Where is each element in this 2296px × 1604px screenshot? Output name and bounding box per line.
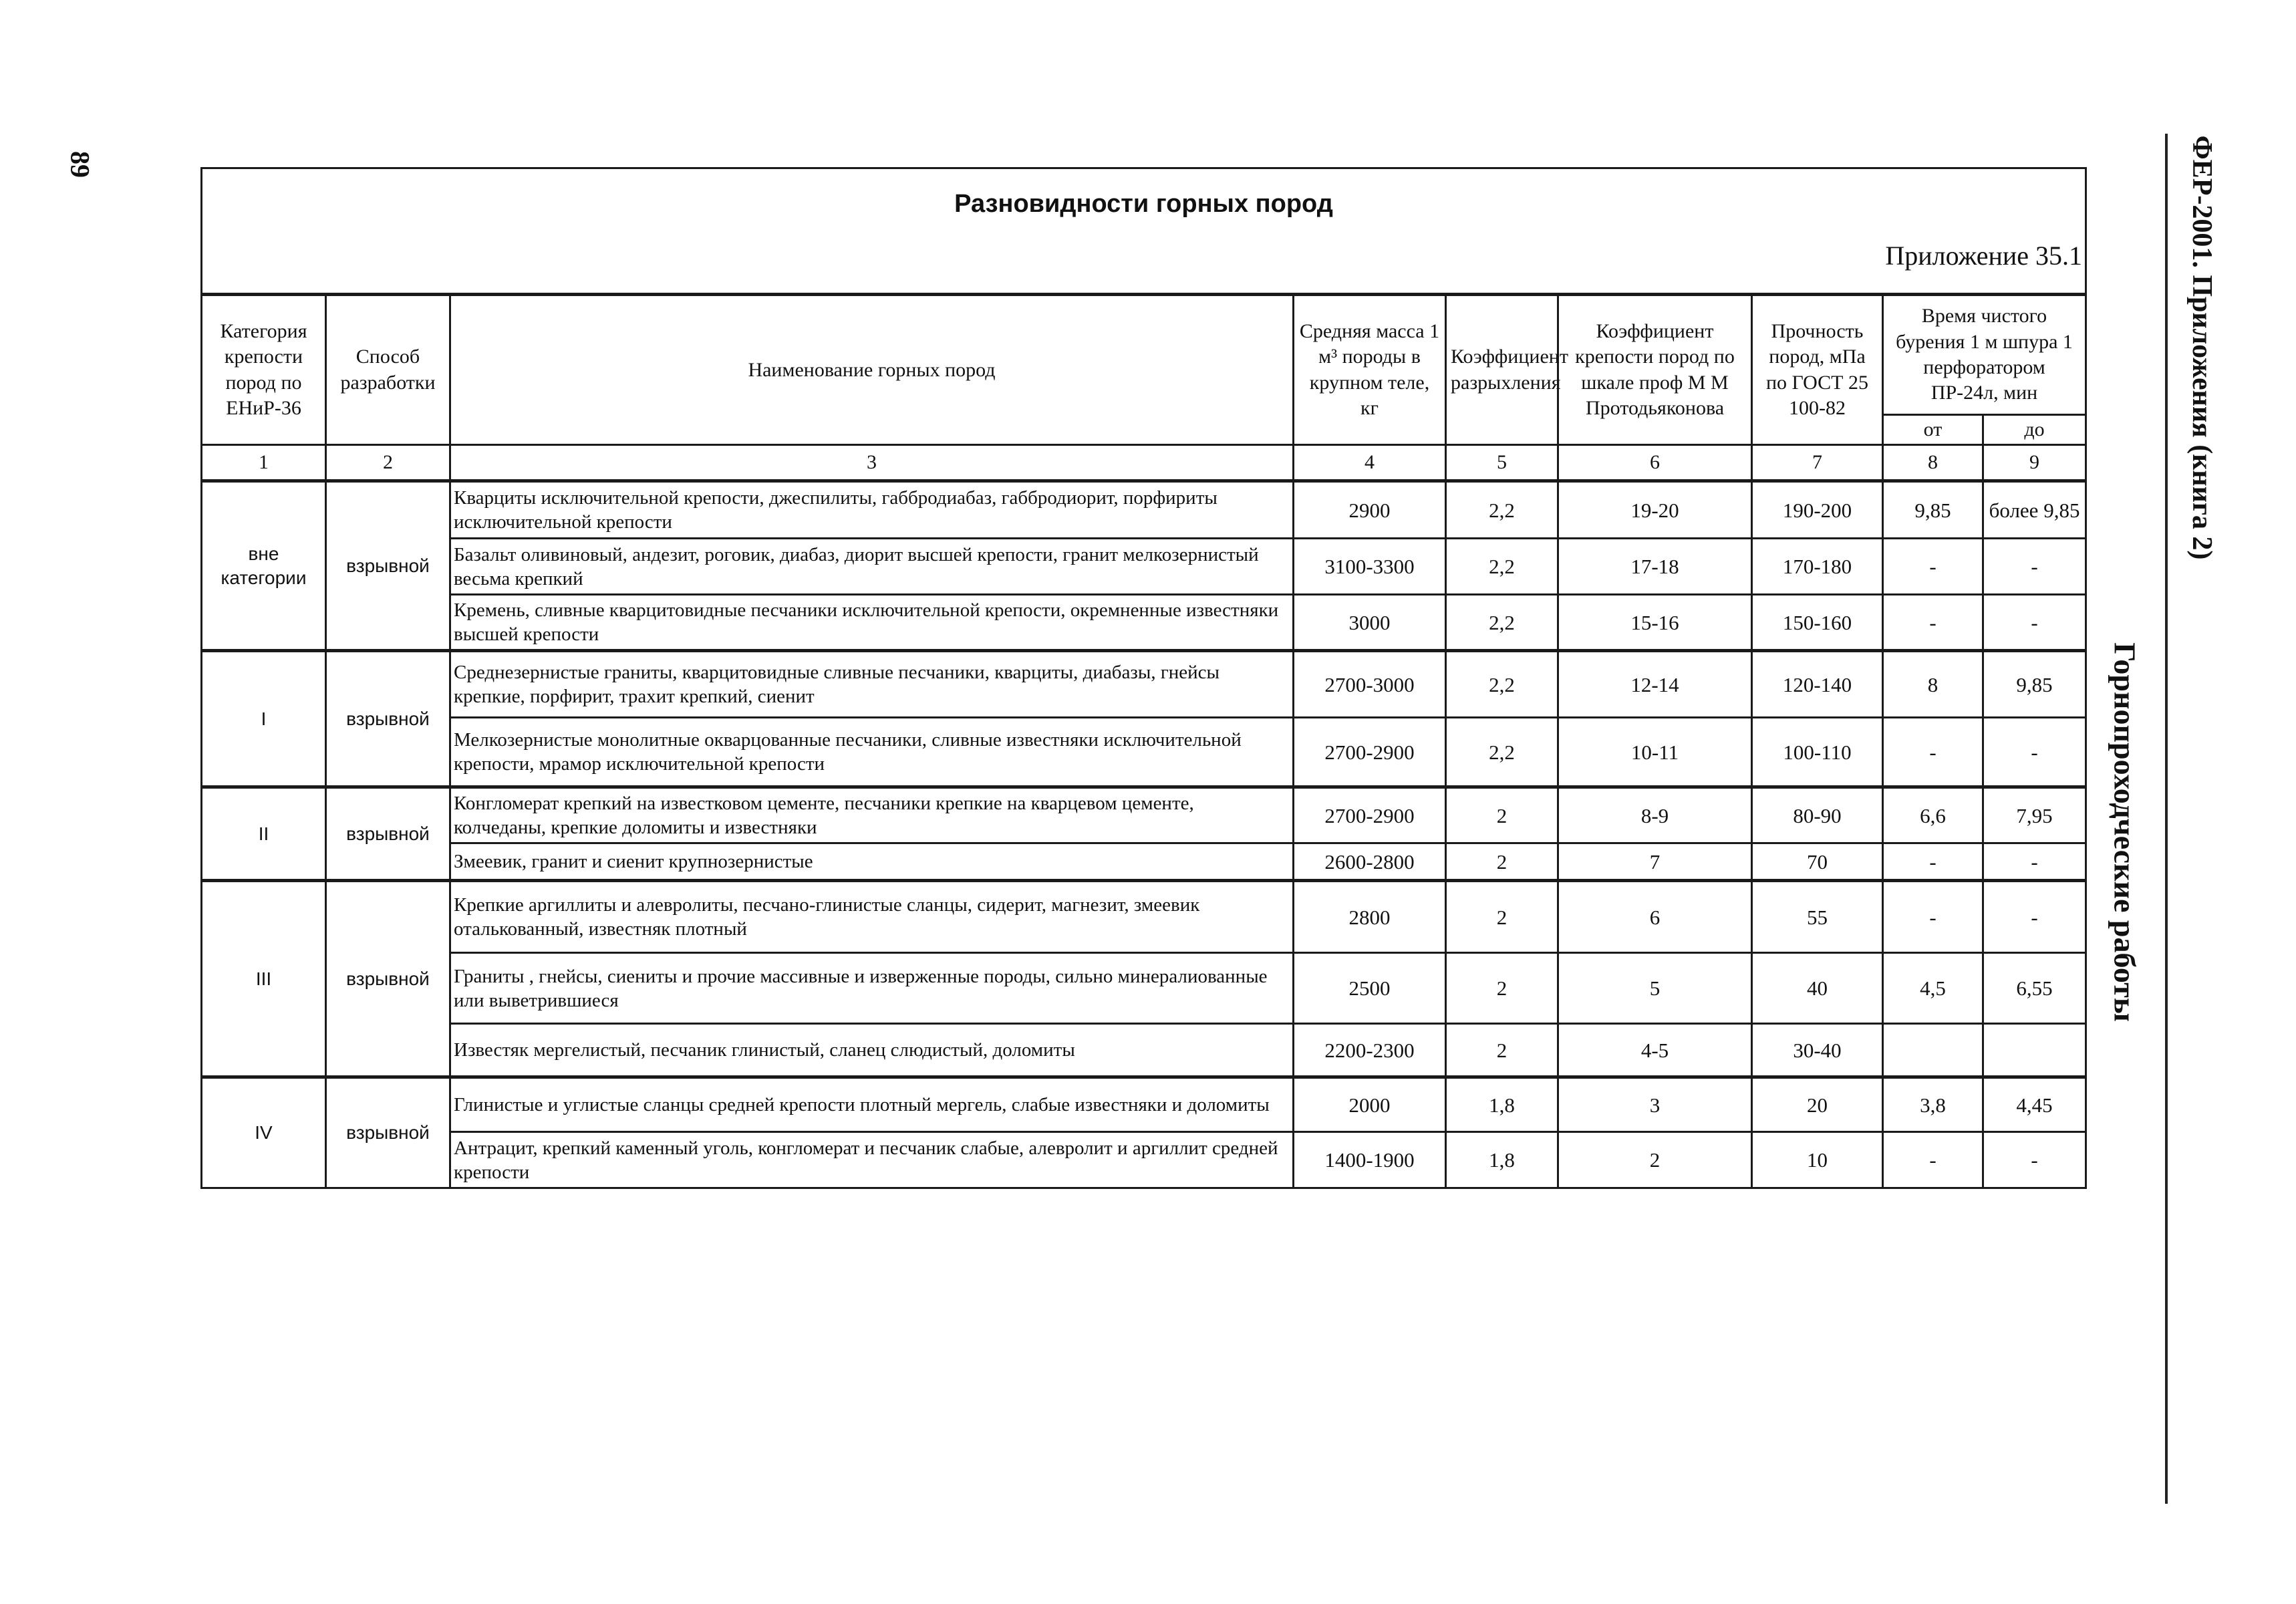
header-rule — [2165, 134, 2168, 1504]
table-row — [202, 718, 2086, 787]
strength-cell: 55 — [1752, 881, 1883, 953]
strength-cell: 190-200 — [1752, 481, 1883, 539]
time-to-cell: 9,85 — [1983, 651, 2086, 718]
column-number: 7 — [1752, 445, 1883, 481]
method-cell: взрывной — [326, 651, 450, 787]
rock-name-cell: Антрацит, крепкий каменный уголь, конгломерат и песчаник слабые, алевролит и аргиллит средней крепости — [450, 1132, 1294, 1188]
time-to-cell — [1983, 1024, 2086, 1077]
header-method: Способ разработки — [326, 295, 450, 445]
time-from-cell: - — [1883, 881, 1983, 953]
time-to-cell: - — [1983, 718, 2086, 787]
table-row — [202, 651, 2086, 718]
column-number: 8 — [1883, 445, 1983, 481]
column-number: 2 — [326, 445, 450, 481]
header-strength: Прочность пород, мПа по ГОСТ 25 100-82 — [1752, 295, 1883, 445]
method-cell: взрывной — [326, 481, 450, 651]
time-from-cell — [1883, 1024, 1983, 1077]
rock-name-cell: Базальт оливиновый, андезит, роговик, диабаз, диорит высшей крепости, гранит мелкозернистый весьма крепкий — [450, 539, 1294, 595]
table-row — [202, 881, 2086, 953]
method-cell: взрывной — [326, 1077, 450, 1188]
loosening-cell: 2,2 — [1446, 595, 1558, 651]
mass-cell: 3100-3300 — [1294, 539, 1446, 595]
category-cell: I — [202, 651, 326, 787]
loosening-cell: 2,2 — [1446, 651, 1558, 718]
hardness-cell: 12-14 — [1558, 651, 1752, 718]
time-from-cell: 8 — [1883, 651, 1983, 718]
strength-cell: 20 — [1752, 1077, 1883, 1132]
strength-cell: 70 — [1752, 843, 1883, 881]
strength-cell: 30-40 — [1752, 1024, 1883, 1077]
table-row — [202, 1024, 2086, 1077]
time-to-cell: более 9,85 — [1983, 481, 2086, 539]
time-from-cell: 6,6 — [1883, 787, 1983, 843]
strength-cell: 150-160 — [1752, 595, 1883, 651]
mass-cell: 2600-2800 — [1294, 843, 1446, 881]
strength-cell: 40 — [1752, 953, 1883, 1024]
mass-cell: 2900 — [1294, 481, 1446, 539]
hardness-cell: 2 — [1558, 1132, 1752, 1188]
category-cell: II — [202, 787, 326, 881]
time-to-cell: - — [1983, 1132, 2086, 1188]
column-number: 4 — [1294, 445, 1446, 481]
page-number: 89 — [65, 151, 96, 178]
hardness-cell: 6 — [1558, 881, 1752, 953]
rock-name-cell: Глинистые и углистые сланцы средней крепости плотный мергель, слабые известняки и доломиты — [450, 1077, 1294, 1132]
loosening-cell: 2 — [1446, 787, 1558, 843]
hardness-cell: 5 — [1558, 953, 1752, 1024]
rock-name-cell: Кремень, сливные кварцитовидные песчаники исключительной крепости, окремненные известняки высшей крепости — [450, 595, 1294, 651]
time-from-cell: 9,85 — [1883, 481, 1983, 539]
rock-name-cell: Крепкие аргиллиты и алевролиты, песчано-глинистые сланцы, сидерит, магнезит, змеевик оталькованный, известняк плотный — [450, 881, 1294, 953]
column-number: 3 — [450, 445, 1294, 481]
table-title-cell — [202, 168, 2086, 295]
loosening-cell: 2 — [1446, 1024, 1558, 1077]
table-row — [202, 539, 2086, 595]
table-row — [202, 953, 2086, 1024]
column-number-row — [202, 445, 2086, 481]
time-from-cell: - — [1883, 843, 1983, 881]
header-loosening: Коэффициент разрыхления — [1446, 295, 1558, 445]
category-cell: III — [202, 881, 326, 1077]
header-drilling-time: Время чистого бурения 1 м шпура 1 перфоратором ПР-24л, мин — [1883, 295, 2086, 415]
loosening-cell: 2,2 — [1446, 718, 1558, 787]
loosening-cell: 2 — [1446, 843, 1558, 881]
mass-cell: 1400-1900 — [1294, 1132, 1446, 1188]
running-head: ФЕР-2001. Приложения (книга 2) — [2186, 135, 2217, 560]
appendix-label: Приложение 35.1 — [1885, 241, 2083, 271]
header-from: от — [1883, 415, 1983, 445]
time-to-cell: - — [1983, 539, 2086, 595]
loosening-cell: 2,2 — [1446, 481, 1558, 539]
method-cell: взрывной — [326, 787, 450, 881]
loosening-cell: 1,8 — [1446, 1132, 1558, 1188]
table-title: Разновидности горных пород — [954, 190, 1333, 218]
table-row — [202, 787, 2086, 843]
column-number: 6 — [1558, 445, 1752, 481]
rock-types-table — [200, 167, 2087, 1189]
table-row — [202, 1132, 2086, 1188]
mass-cell: 2200-2300 — [1294, 1024, 1446, 1077]
strength-cell: 10 — [1752, 1132, 1883, 1188]
time-to-cell: 4,45 — [1983, 1077, 2086, 1132]
hardness-cell: 3 — [1558, 1077, 1752, 1132]
strength-cell: 100-110 — [1752, 718, 1883, 787]
rock-name-cell: Конгломерат крепкий на известковом цементе, песчаники крепкие на кварцевом цементе, колчеданы, крепкие доломиты и известняки — [450, 787, 1294, 843]
table-row — [202, 481, 2086, 539]
mass-cell: 3000 — [1294, 595, 1446, 651]
loosening-cell: 2,2 — [1446, 539, 1558, 595]
strength-cell: 170-180 — [1752, 539, 1883, 595]
time-from-cell: 3,8 — [1883, 1077, 1983, 1132]
column-number: 5 — [1446, 445, 1558, 481]
hardness-cell: 15-16 — [1558, 595, 1752, 651]
header-to: до — [1983, 415, 2086, 445]
time-from-cell: - — [1883, 539, 1983, 595]
rock-name-cell: Известяк мергелистый, песчаник глинистый, сланец слюдистый, доломиты — [450, 1024, 1294, 1077]
time-to-cell: 6,55 — [1983, 953, 2086, 1024]
strength-cell: 120-140 — [1752, 651, 1883, 718]
method-cell: взрывной — [326, 881, 450, 1077]
time-to-cell: - — [1983, 881, 2086, 953]
table-row — [202, 595, 2086, 651]
header-hardness: Коэффициент крепости пород по шкале проф М М Протодьяконова — [1558, 295, 1752, 445]
section-title: Горнопроходческие работы — [2108, 642, 2142, 1022]
loosening-cell: 2 — [1446, 881, 1558, 953]
hardness-cell: 19-20 — [1558, 481, 1752, 539]
category-cell: IV — [202, 1077, 326, 1188]
time-to-cell: - — [1983, 595, 2086, 651]
table-row — [202, 1077, 2086, 1132]
hardness-cell: 4-5 — [1558, 1024, 1752, 1077]
strength-cell: 80-90 — [1752, 787, 1883, 843]
loosening-cell: 2 — [1446, 953, 1558, 1024]
rock-name-cell: Кварциты исключительной крепости, джеспилиты, габбродиабаз, габбродиорит, порфириты исключительной крепости — [450, 481, 1294, 539]
hardness-cell: 10-11 — [1558, 718, 1752, 787]
table-row — [202, 843, 2086, 881]
time-from-cell: 4,5 — [1883, 953, 1983, 1024]
time-from-cell: - — [1883, 595, 1983, 651]
rock-name-cell: Граниты , гнейсы, сиениты и прочие массивные и изверженные породы, сильно минералиованные или выветрившиеся — [450, 953, 1294, 1024]
column-number: 9 — [1983, 445, 2086, 481]
rock-name-cell: Змеевик, гранит и сиенит крупнозернистые — [450, 843, 1294, 881]
mass-cell: 2000 — [1294, 1077, 1446, 1132]
mass-cell: 2700-3000 — [1294, 651, 1446, 718]
column-number: 1 — [202, 445, 326, 481]
rock-name-cell: Мелкозернистые монолитные окварцованные песчаники, сливные известняки исключительной крепости, мрамор исключительной крепости — [450, 718, 1294, 787]
rock-name-cell: Среднезернистые граниты, кварцитовидные сливные песчаники, кварциты, диабазы, гнейсы крепкие, порфирит, трахит крепкий, сиенит — [450, 651, 1294, 718]
mass-cell: 2700-2900 — [1294, 718, 1446, 787]
time-to-cell: 7,95 — [1983, 787, 2086, 843]
time-to-cell: - — [1983, 843, 2086, 881]
loosening-cell: 1,8 — [1446, 1077, 1558, 1132]
header-mass: Средняя масса 1 м³ породы в крупном теле, кг — [1294, 295, 1446, 445]
category-cell: вне категории — [202, 481, 326, 651]
time-from-cell: - — [1883, 718, 1983, 787]
header-category: Категория крепости пород по ЕНиР-36 — [202, 295, 326, 445]
mass-cell: 2500 — [1294, 953, 1446, 1024]
hardness-cell: 17-18 — [1558, 539, 1752, 595]
hardness-cell: 7 — [1558, 843, 1752, 881]
time-from-cell: - — [1883, 1132, 1983, 1188]
header-name: Наименование горных пород — [450, 295, 1294, 445]
mass-cell: 2700-2900 — [1294, 787, 1446, 843]
hardness-cell: 8-9 — [1558, 787, 1752, 843]
mass-cell: 2800 — [1294, 881, 1446, 953]
